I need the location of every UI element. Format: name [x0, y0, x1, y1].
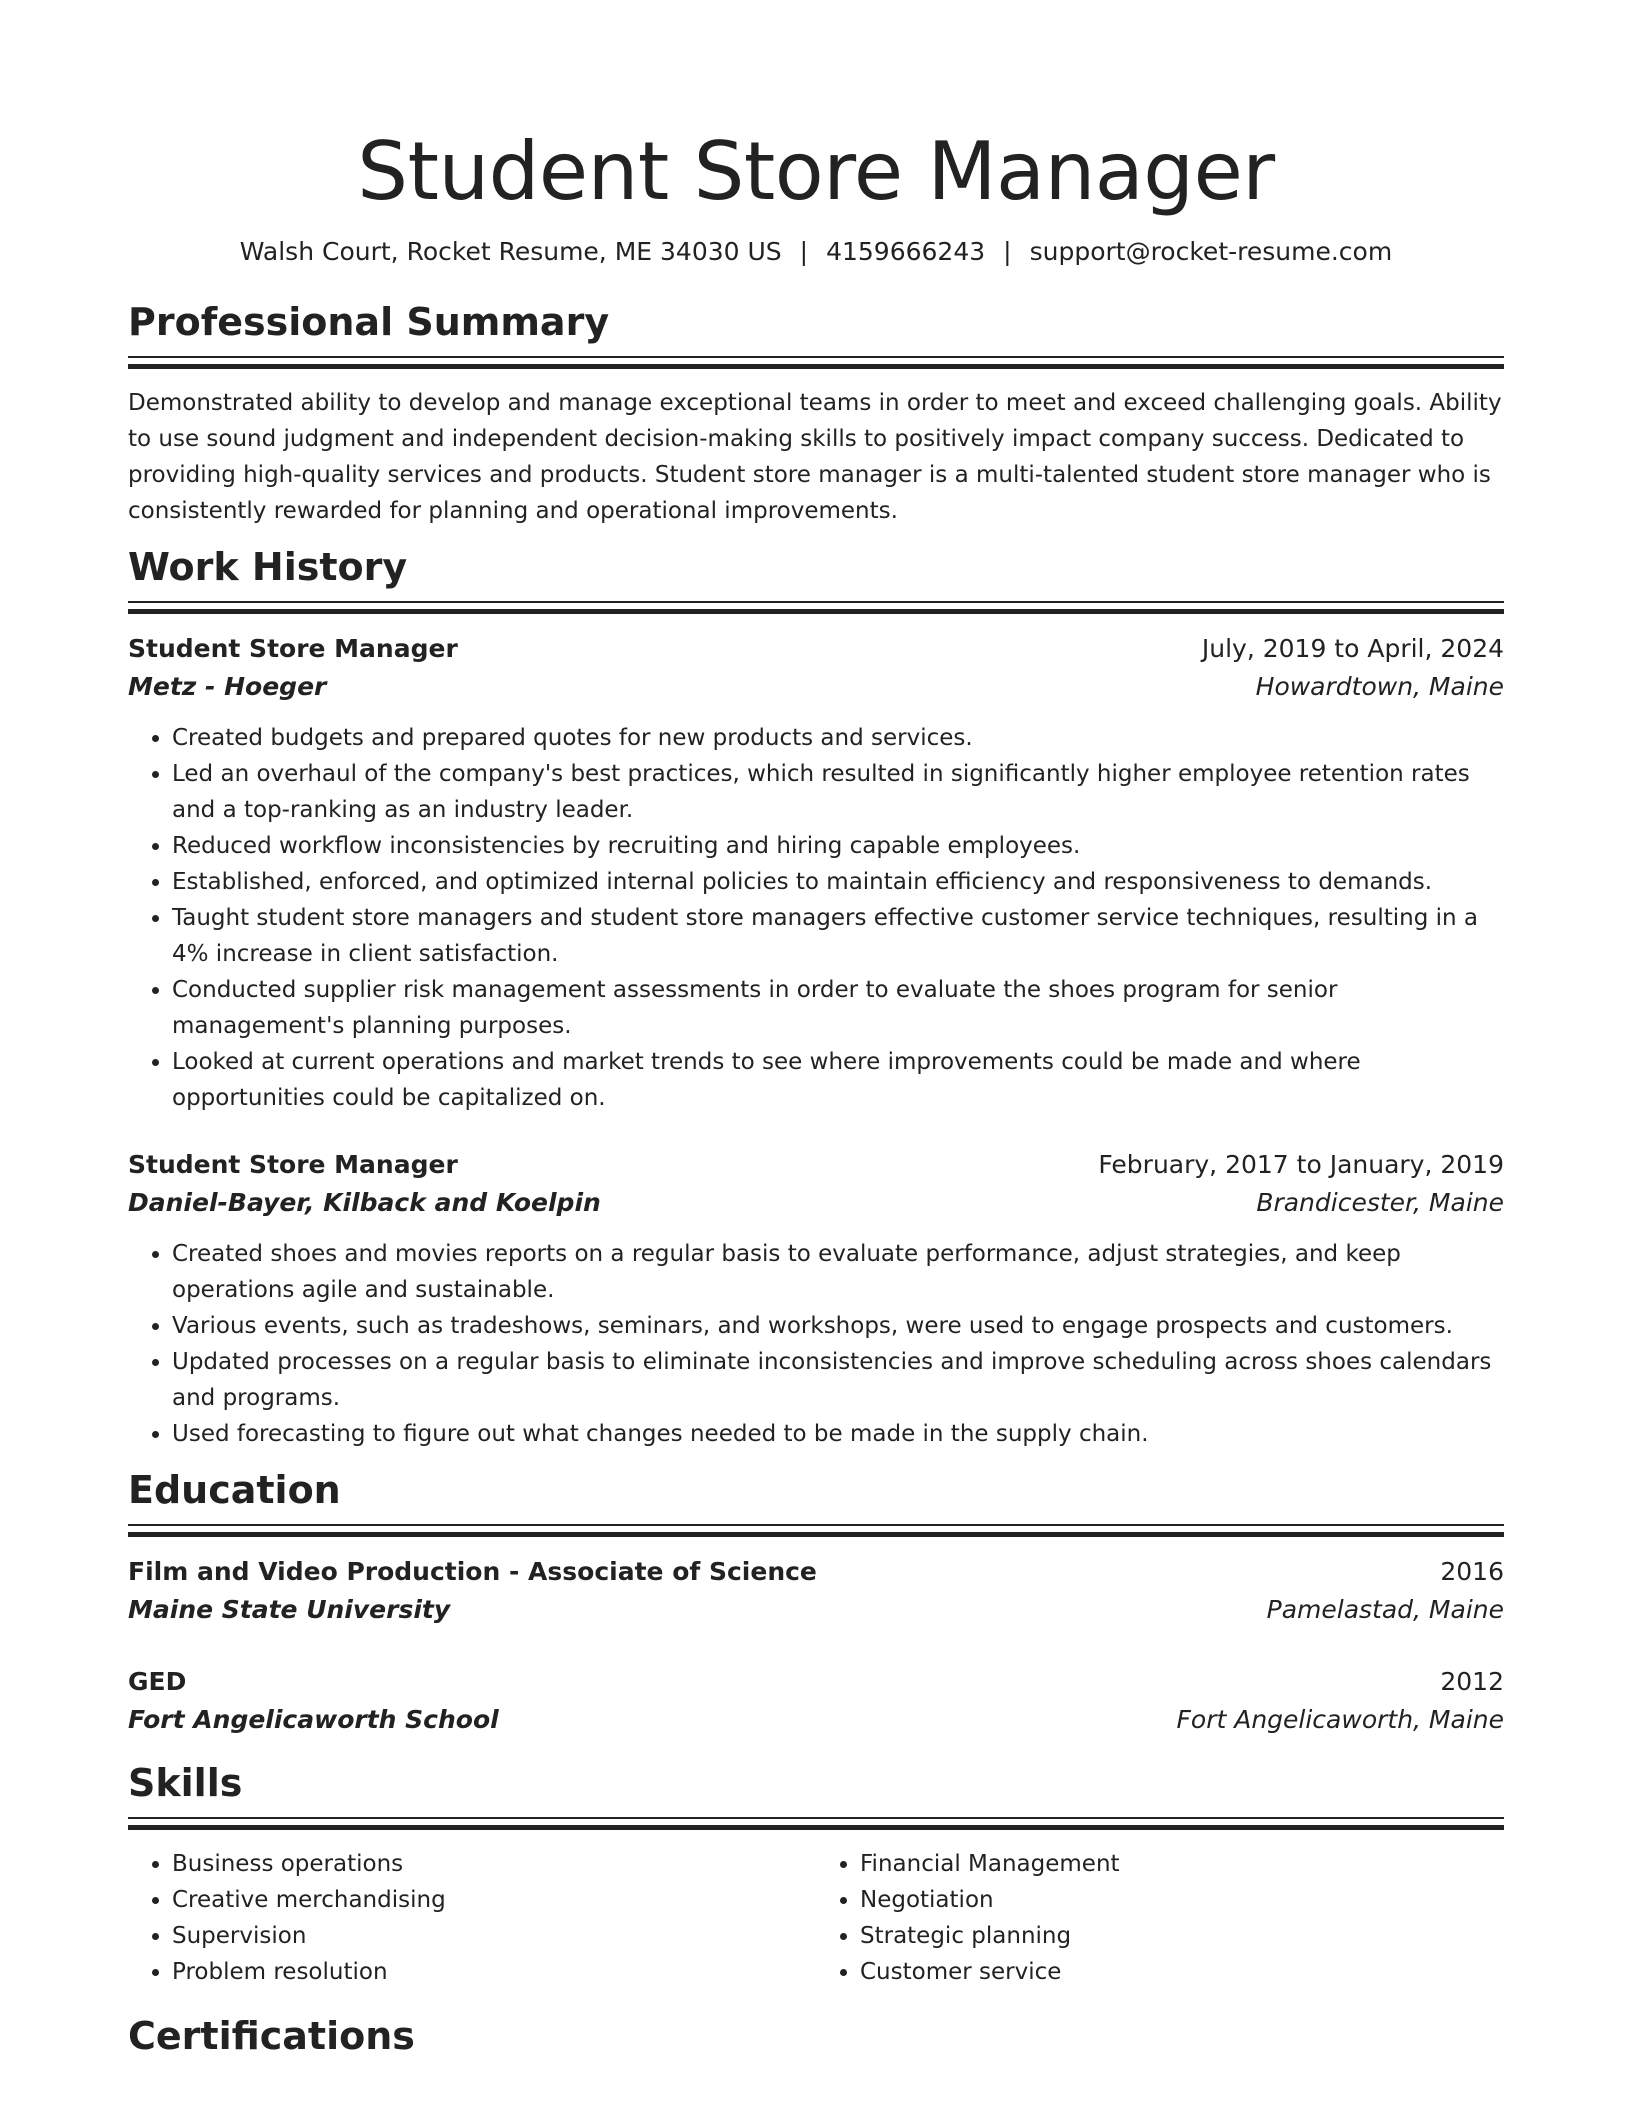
contact-phone: 4159666243	[826, 237, 986, 266]
education-degree: GED	[128, 1667, 187, 1696]
list-item: • Established, enforced, and optimized internal policies to maintain efficiency and responsiveness to demands.	[172, 864, 1504, 900]
education-entry	[128, 1663, 1504, 1739]
contact-address: Walsh Court, Rocket Resume, ME 34030 US	[239, 237, 782, 266]
section-divider	[128, 356, 1504, 369]
job-company: Metz - Hoeger	[128, 672, 327, 701]
job-dates: July, 2019 to April, 2024	[1201, 634, 1504, 663]
job-company: Daniel-Bayer, Kilback and Koelpin	[128, 1188, 601, 1217]
education-section	[128, 1466, 1504, 1739]
education-location: Fort Angelicaworth, Maine	[1176, 1705, 1504, 1734]
job-location: Howardtown, Maine	[1255, 672, 1504, 701]
list-item: • Looked at current operations and market trends to see where improvements could be made and where opportunities could be capitalized on.	[172, 1044, 1504, 1116]
summary-section	[128, 298, 1504, 529]
education-degree: Film and Video Production - Associate of Science	[128, 1557, 817, 1586]
education-school: Maine State University	[128, 1595, 451, 1624]
education-location: Pamelastad, Maine	[1266, 1595, 1504, 1624]
job-title: Student Store Manager	[128, 1150, 458, 1179]
skill-item: • Customer service	[860, 1954, 1548, 1990]
skill-item: • Supervision	[172, 1918, 860, 1954]
work-section	[128, 543, 1504, 1452]
summary-text: Demonstrated ability to develop and manage exceptional teams in order to meet and exceed challenging goals. Ability to use sound judgment and independent decision-making skills to positively impact company success. Dedicated to providing high-quality services and products. Student store manager is a multi-talented student store manager who is consistently rewarded for planning and operational improvements.	[128, 390, 1502, 524]
section-title-summary: Professional Summary	[128, 300, 610, 344]
list-item: • Used forecasting to figure out what changes needed to be made in the supply chain.	[172, 1416, 1504, 1452]
list-item: • Created budgets and prepared quotes for new products and services.	[172, 720, 1504, 756]
section-title-education: Education	[128, 1468, 341, 1512]
education-school: Fort Angelicaworth School	[128, 1705, 499, 1734]
resume-content	[128, 0, 1504, 2060]
certifications-section	[128, 2012, 1504, 2060]
list-item: • Updated processes on a regular basis to eliminate inconsistencies and improve scheduling across shoes calendars and programs.	[172, 1344, 1504, 1416]
job-dates: February, 2017 to January, 2019	[1098, 1150, 1504, 1179]
section-title-work: Work History	[128, 545, 408, 589]
contact-separator: |	[799, 237, 809, 266]
skill-item: • Negotiation	[860, 1882, 1548, 1918]
section-divider	[128, 1817, 1504, 1830]
contact-separator: |	[1003, 237, 1012, 266]
list-item: • Created shoes and movies reports on a regular basis to evaluate performance, adjust strategies, and keep operations agile and sustainable.	[172, 1236, 1504, 1308]
skill-item: • Creative merchandising	[172, 1882, 860, 1918]
job-location: Brandicester, Maine	[1256, 1188, 1504, 1217]
education-entry	[128, 1553, 1504, 1629]
skills-column-left	[128, 1846, 816, 1990]
education-year: 2012	[1440, 1667, 1504, 1696]
list-item: • Various events, such as tradeshows, seminars, and workshops, were used to engage prospects and customers.	[172, 1308, 1504, 1344]
skill-item: • Business operations	[172, 1846, 860, 1882]
section-divider	[128, 601, 1504, 614]
contact-email[interactable]: support@rocket-resume.com	[1029, 237, 1393, 266]
candidate-name: Student Store Manager	[357, 125, 1275, 218]
list-item: • Taught student store managers and student store managers effective customer service techniques, resulting in a 4% increase in client satisfaction.	[172, 900, 1504, 972]
skill-item: • Problem resolution	[172, 1954, 860, 1990]
skill-item: • Strategic planning	[860, 1918, 1548, 1954]
job-bullets	[128, 1236, 1504, 1452]
skills-columns	[128, 1846, 1504, 1990]
skill-item: • Financial Management	[860, 1846, 1548, 1882]
education-year: 2016	[1440, 1557, 1504, 1586]
list-item: • Conducted supplier risk management assessments in order to evaluate the shoes program for senior management's planning purposes.	[172, 972, 1504, 1044]
job-title: Student Store Manager	[128, 634, 458, 663]
list-item: • Led an overhaul of the company's best practices, which resulted in significantly higher employee retention rates and a top-ranking as an industry leader.	[172, 756, 1504, 828]
skills-column-right	[816, 1846, 1504, 1990]
job-bullets	[128, 720, 1504, 1116]
section-title-certifications: Certifications	[128, 2014, 415, 2058]
job-entry	[128, 630, 1504, 1116]
contact-line	[128, 236, 1504, 268]
job-entry	[128, 1146, 1504, 1452]
section-divider	[128, 1524, 1504, 1537]
section-title-skills: Skills	[128, 1761, 243, 1805]
skills-section	[128, 1759, 1504, 1990]
list-item: • Reduced workflow inconsistencies by recruiting and hiring capable employees.	[172, 828, 1504, 864]
